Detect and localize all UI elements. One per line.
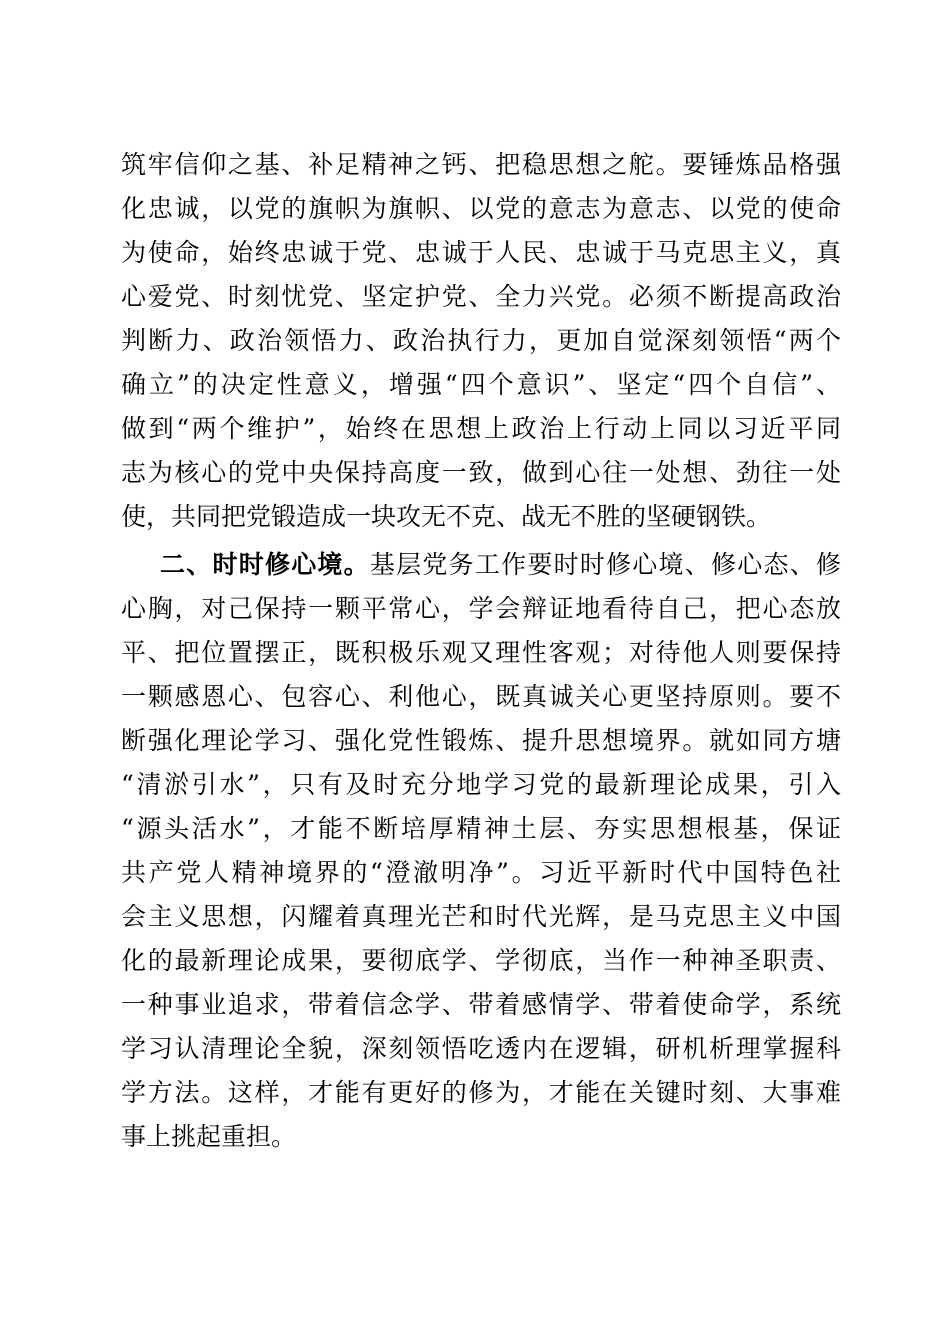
paragraph-line: “清淤引水”，只有及时充分地学习党的最新理论成果，引入 (121, 770, 841, 799)
paragraph-line: 一颗感恩心、包容心、利他心，既真诚关心更坚持原则。要不 (121, 682, 841, 711)
paragraph-line: 事上挑起重担。 (121, 1122, 297, 1151)
paragraph-line: 会主义思想，闪耀着真理光芒和时代光辉，是马克思主义中国 (121, 902, 841, 931)
paragraph-line: 筑牢信仰之基、补足精神之钙、把稳思想之舵。要锤炼品格强 (121, 150, 841, 179)
paragraph-line: 心爱党、时刻忧党、坚定护党、全力兴党。必须不断提高政治 (121, 282, 841, 311)
paragraph-line: 化忠诚，以党的旗帜为旗帜、以党的意志为意志、以党的使命 (121, 194, 841, 223)
paragraph-line: 心胸，对己保持一颗平常心，学会辩证地看待自己，把心态放 (121, 594, 841, 623)
section-2-first-line-text: 基层党务工作要时时修心境、修心态、修 (369, 550, 841, 579)
paragraph-line: 志为核心的党中央保持高度一致，做到心往一处想、劲往一处 (121, 458, 841, 487)
paragraph-line: “源头活水”，才能不断培厚精神土层、夯实思想根基，保证 (121, 814, 841, 843)
paragraph-line: 为使命，始终忠诚于党、忠诚于人民、忠诚于马克思主义，真 (121, 238, 841, 267)
paragraph-line: 平、把位置摆正，既积极乐观又理性客观；对待他人则要保持 (121, 638, 841, 667)
paragraph-line: 判断力、政治领悟力、政治执行力，更加自觉深刻领悟“两个 (121, 326, 841, 355)
paragraph-line: 共产党人精神境界的“澄澈明净”。习近平新时代中国特色社 (121, 858, 841, 887)
paragraph-line: 一种事业追求，带着信念学、带着感情学、带着使命学，系统 (121, 990, 841, 1019)
paragraph-line: 学习认清理论全貌，深刻领悟吃透内在逻辑，研机析理掌握科 (121, 1034, 841, 1063)
paragraph-line: 确立”的决定性意义，增强“四个意识”、坚定“四个自信”、 (121, 370, 841, 399)
paragraph-line: 使，共同把党锻造成一块攻无不克、战无不胜的坚硬钢铁。 (121, 502, 772, 531)
paragraph-line: 断强化理论学习、强化党性锻炼、提升思想境界。就如同方塘 (121, 726, 841, 755)
paragraph-line: 学方法。这样，才能有更好的修为，才能在关键时刻、大事难 (121, 1078, 841, 1107)
section-2-first-line (160, 547, 841, 583)
paragraph-line: 化的最新理论成果，要彻底学、学彻底，当作一种神圣职责、 (121, 946, 841, 975)
paragraph-line: 做到“两个维护”，始终在思想上政治上行动上同以习近平同 (121, 414, 841, 443)
section-heading: 二、时时修心境。 (160, 550, 370, 579)
